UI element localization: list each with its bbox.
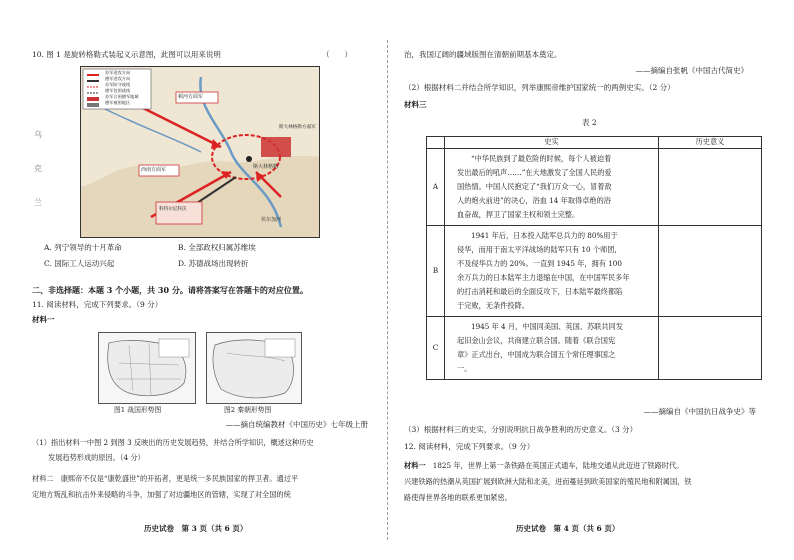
map-legend: [105, 70, 139, 106]
q10-option-c[interactable]: C. 国际工人运动兴起: [44, 259, 115, 268]
figure-caption-2: 图2 秦朝形势图: [224, 406, 272, 414]
row-significance[interactable]: [659, 226, 762, 317]
table-caption: 表 2: [582, 118, 597, 127]
q11-continuation: 治，我国辽阔的疆域版图在清朝前期基本奠定。: [404, 50, 562, 59]
source-2: ——摘编自《中国抗日战争史》等: [643, 407, 756, 416]
table-header: 历史意义: [659, 137, 762, 149]
page-divider: [387, 40, 388, 540]
q11-sub2: （2）根据材料二并结合所学知识，列举康熙帝维护国家统一的两例史实。（2 分）: [404, 83, 675, 92]
left-footer: 历史试卷 第 3 页（共 6 页）: [144, 524, 248, 533]
row-label: C: [427, 317, 445, 380]
row-significance[interactable]: [659, 317, 762, 380]
q11-sub3: （3）根据材料三的史实，分别说明抗日战争胜利的历史意义。（3 分）: [404, 425, 638, 434]
map-side-label: 乌 克 兰: [34, 130, 42, 207]
q11-stem: 11. 阅读材料，完成下列要求。（9 分）: [32, 300, 163, 309]
section-2-heading: 二、非选择题：本题 3 个小题，共 30 分。请将答案写在答题卡的对应位置。: [32, 285, 308, 295]
q11-source: ——摘自统编教材《中国历史》七年级上册: [225, 420, 368, 429]
figure-caption-1: 图1 战国形势图: [114, 406, 162, 414]
qin-dynasty-map: [206, 332, 302, 404]
legend-item: 苏军合围德军地域: [105, 94, 139, 99]
right-page: [402, 0, 762, 560]
material3-label: 材料三: [404, 100, 427, 109]
q11-sub1-line2: 发展趋势形成的原因。（4 分）: [48, 453, 145, 462]
history-table: [426, 136, 762, 380]
row-fact: 1941 年后，日本投入陆军总兵力的 80%用于 侵华，而用于南太平洋战场的陆军只有 10 个师团， 不及侵华兵力的 20%。一直到 1945 年，拥有 100 余万兵力的日本陆军主力退缩在中国，在中国军民多年 的打击消耗和最后的全面反攻下，日本陆军最终都陷 于完败，无条件投降。: [445, 226, 659, 317]
left-page: [28, 0, 376, 560]
q10-map: [80, 66, 320, 238]
table-row: [427, 149, 762, 226]
table-row: [427, 226, 762, 317]
q11-material2-line1: 材料二 康熙帝不仅是“康乾盛世”的开拓者，更是统一多民族国家的捍卫者。通过平: [32, 474, 299, 483]
row-label: A: [427, 149, 445, 226]
warring-states-map: [98, 332, 196, 404]
map-label: 顿河方面军: [178, 94, 204, 100]
map-label: 伏尔加河: [261, 217, 282, 223]
q11-sub1-line1: （1）指出材料一中图 2 到图 3 反映出的历史发展趋势，并结合所学知识，概述这种历史: [32, 438, 314, 447]
table-header: [427, 137, 445, 149]
row-fact: “中华民族到了最危险的时候，每个人被迫着 发出最后的吼声……”在大地激发了全国人民的爱 国热情。中国人民抱定了“我们万众一心，冒着敌 人的炮火前进”的决心，浴血 14 年取得卓绝的浴 血奋战，捍卫了国家主权和领土完整。: [445, 149, 659, 226]
q12-line2: 兴建铁路的热潮从英国扩展到欧洲大陆和北美，进而蔓延到欧美国家的殖民地和附属国，铁: [404, 477, 692, 486]
table-header: 史实: [445, 137, 659, 149]
q12-line1: 1825 年，世界上第一条铁路在英国正式通车，陆地交通从此迈进了铁路时代。: [425, 461, 684, 470]
q12-material1: [404, 461, 683, 471]
legend-item: 德军进攻方向: [105, 76, 131, 81]
right-footer: 历史试卷 第 4 页（共 6 页）: [516, 524, 620, 533]
q10-option-d[interactable]: D. 苏德战场出现转折: [178, 259, 249, 268]
q10-stem: 10. 图 1 是旋转格勒式装起义示意图，此图可以用来说明: [32, 50, 221, 59]
map-label: 斯大林格勒: [253, 164, 279, 170]
q12-line3: 路使得世界各地的联系更加紧密。: [404, 493, 512, 502]
q10-bracket: （ ）: [322, 50, 352, 59]
map-label: 斯大林格勒方面军: [279, 125, 316, 130]
q12-stem: 12. 阅读材料，完成下列要求。（9 分）: [404, 442, 535, 451]
q10-option-b[interactable]: B. 全部政权归属苏维埃: [178, 243, 256, 252]
legend-item: 德军包围战线: [105, 88, 131, 93]
row-fact: 1945 年 4 月，中国同美国、英国、苏联共同发 起旧金山会议，共商建立联合国。随着《联合国宪 章》正式出台，中国成为联合国五个常任理事国之 一。: [445, 317, 659, 380]
row-significance[interactable]: [659, 149, 762, 226]
q11-material2-line2: 定地方叛乱和抗击外来侵略的斗争，加强了对边疆地区的管辖，实现了对全国的统: [32, 490, 291, 499]
row-label: B: [427, 226, 445, 317]
source-1: ——摘编自张帆《中国古代简史》: [635, 66, 748, 75]
table-row: [427, 317, 762, 380]
legend-item: 德军被围地区: [105, 100, 131, 105]
legend-item: 苏军防守战线: [105, 82, 131, 87]
table-header-row: [427, 137, 762, 149]
map-label: 西南方面军: [141, 167, 167, 173]
q10-option-a[interactable]: A. 列宁领导的十月革命: [44, 243, 122, 252]
q11-material1-label: 材料一: [32, 315, 55, 324]
legend-item: 苏军进攻方向: [105, 70, 131, 75]
map-label: 科特尔尼科沃: [159, 207, 187, 212]
q12-material1-label: 材料一: [404, 461, 426, 470]
